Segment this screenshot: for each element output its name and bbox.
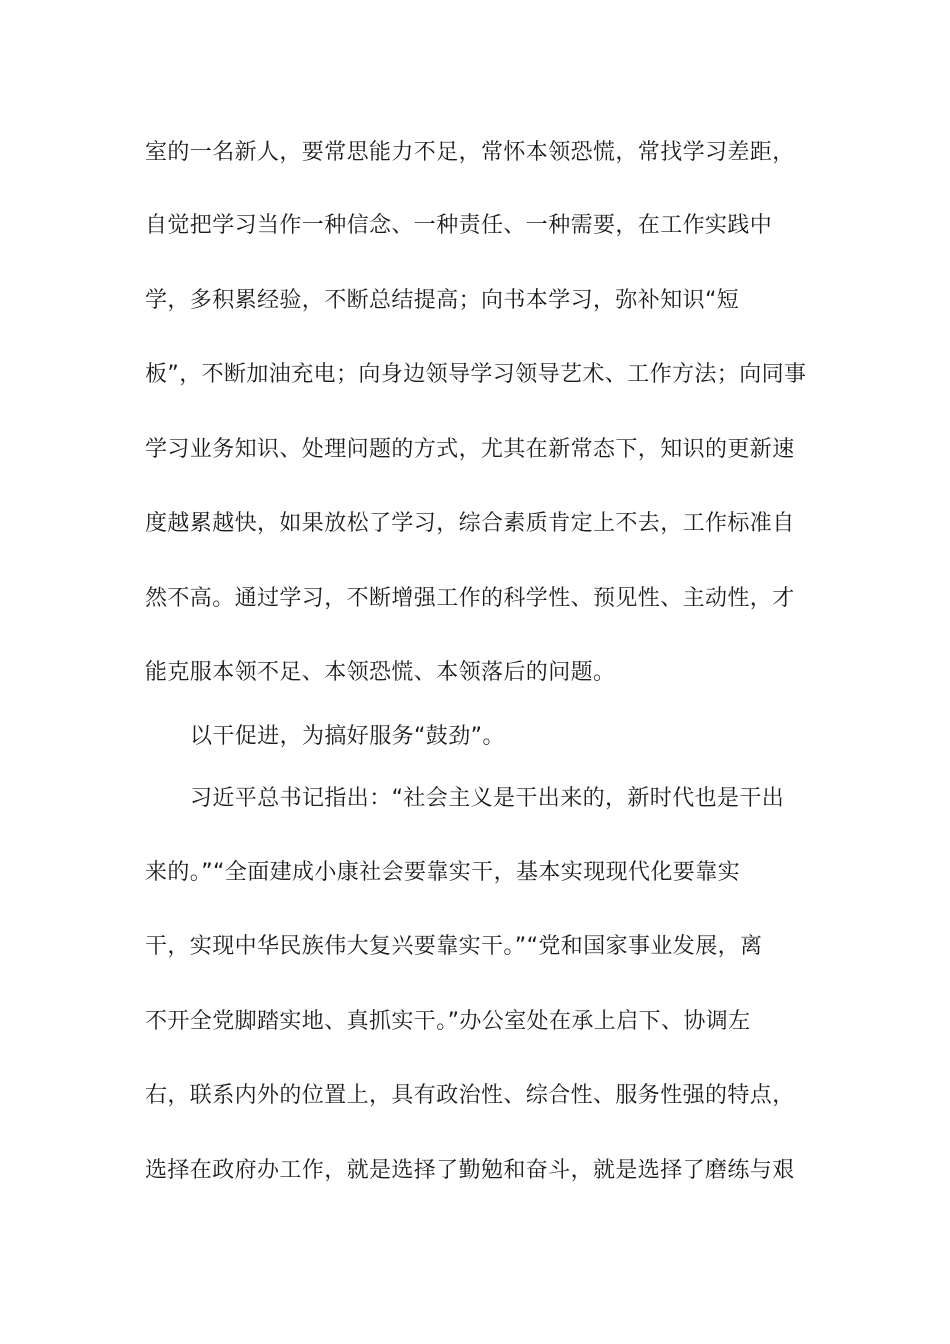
text-line: 右，联系内外的位置上，具有政治性、综合性、服务性强的特点， bbox=[145, 1083, 795, 1108]
text-line: 选择在政府办工作，就是选择了勤勉和奋斗，就是选择了磨练与艰 bbox=[145, 1158, 795, 1183]
text-line: 干，实现中华民族伟大复兴要靠实干。”“党和国家事业发展，离 bbox=[145, 934, 763, 959]
text-line: 学，多积累经验，不断总结提高；向书本学习，弥补知识“短 bbox=[145, 288, 740, 313]
text-line: 学习业务知识、处理问题的方式，尤其在新常态下，知识的更新速 bbox=[145, 437, 795, 462]
text-line: 能克服本领不足、本领恐慌、本领落后的问题。 bbox=[145, 660, 616, 685]
text-line: 习近平总书记指出：“社会主义是干出来的，新时代也是干出 bbox=[190, 786, 785, 811]
text-line: 不开全党脚踏实地、真抓实干。”办公室处在承上启下、协调左 bbox=[145, 1009, 751, 1034]
text-line: 室的一名新人，要常思能力不足，常怀本领恐慌，常找学习差距， bbox=[145, 140, 795, 165]
text-line: 自觉把学习当作一种信念、一种责任、一种需要，在工作实践中 bbox=[145, 213, 773, 238]
text-line: 然不高。通过学习，不断增强工作的科学性、预见性、主动性，才 bbox=[145, 586, 795, 611]
text-line: 度越累越快，如果放松了学习，综合素质肯定上不去，工作标准自 bbox=[145, 511, 795, 536]
text-line: 板”，不断加油充电；向身边领导学习领导艺术、工作方法；向同事 bbox=[145, 362, 807, 387]
section-heading: 以干促进，为搞好服务“鼓劲”。 bbox=[190, 724, 505, 749]
text-line: 来的。”“全面建成小康社会要靠实干，基本实现现代化要靠实 bbox=[145, 860, 740, 885]
